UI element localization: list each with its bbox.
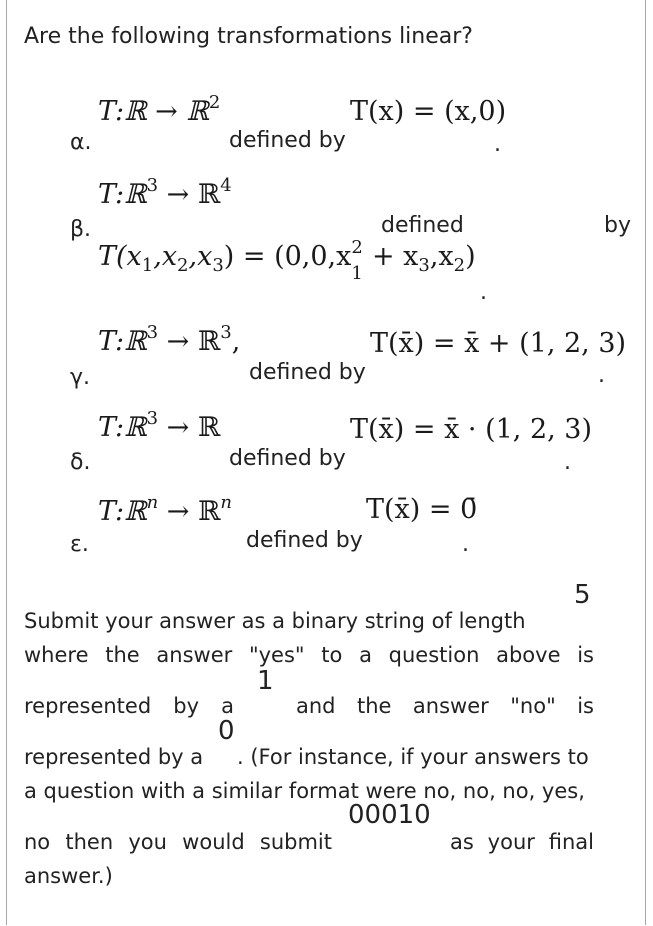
beta-rule-x2b: ,x	[429, 241, 454, 272]
gamma-rule: T(x̄) = x̄ + (1, 2, 3)	[370, 328, 627, 359]
delta-defined-by: defined by	[229, 446, 346, 471]
instruction-line-6a: no then you would submit	[24, 830, 332, 854]
instruction-line-3b: and the answer "no" is	[296, 694, 594, 718]
beta-rule-x2: ,x	[153, 241, 178, 272]
instruction-line-4a: represented by a	[24, 745, 204, 769]
beta-sub-3: 3	[212, 255, 224, 276]
beta-sup-square: 2	[351, 237, 363, 258]
alpha-map-exponent: 2	[208, 92, 221, 113]
alpha-defined-by: defined by	[229, 128, 346, 153]
beta-map-exp2: 4	[220, 175, 232, 196]
beta-sub-4: 3	[418, 255, 430, 276]
example-value: 00010	[348, 800, 431, 830]
delta-map-domain: T:ℝ	[98, 412, 147, 443]
beta-mapping	[98, 175, 232, 210]
yes-value: 1	[257, 666, 274, 696]
beta-period: .	[480, 280, 487, 305]
epsilon-map-arrow: → ℝ	[158, 496, 221, 527]
gamma-period: .	[598, 363, 605, 388]
epsilon-rule: T(x̄) = 0̄	[366, 494, 478, 525]
beta-rule-t: T(x	[98, 241, 142, 272]
epsilon-mapping	[98, 492, 232, 527]
delta-map-arrow: → ℝ	[158, 412, 221, 443]
instruction-line-5: a question with a similar format were no, no, no, yes,	[24, 779, 585, 803]
alpha-map-text: T:ℝ → ℝ	[98, 96, 209, 127]
beta-sub-2: 2	[177, 255, 189, 276]
beta-defined: defined	[381, 213, 464, 238]
instruction-line-2: where the answer "yes" to a question above is	[24, 643, 594, 667]
instruction-line-4b: . (For instance, if your answers to	[237, 745, 589, 769]
alpha-rule: T(x) = (x,0)	[350, 96, 507, 127]
length-value: 5	[574, 580, 591, 610]
alpha-period: .	[494, 132, 501, 157]
alpha-mapping	[98, 92, 220, 127]
gamma-map-exp1: 3	[146, 322, 159, 343]
epsilon-defined-by: defined by	[246, 528, 363, 553]
beta-map-exp1: 3	[146, 175, 159, 196]
gamma-comma: ,	[231, 326, 241, 357]
epsilon-period: .	[462, 532, 469, 557]
delta-map-exp1: 3	[146, 408, 159, 429]
beta-rule	[98, 237, 476, 284]
beta-rule-x3: ,x	[188, 241, 213, 272]
epsilon-map-domain: T:ℝ	[98, 496, 147, 527]
question-heading: Are the following transformations linear?	[24, 24, 473, 49]
beta-rule-image: ) = (0,0,x	[223, 241, 352, 272]
item-label-beta: β.	[70, 217, 92, 242]
beta-by: by	[604, 213, 631, 238]
item-label-gamma: γ.	[70, 365, 91, 390]
beta-rule-close: )	[465, 241, 476, 272]
gamma-mapping	[98, 322, 240, 357]
delta-rule: T(x̄) = x̄ · (1, 2, 3)	[350, 414, 592, 445]
beta-sub-1: 1	[141, 255, 154, 276]
beta-sub-5: 2	[453, 255, 466, 276]
instruction-line-7: answer.)	[24, 864, 113, 888]
instruction-line-1: Submit your answer as a binary string of length	[24, 609, 526, 633]
gamma-map-exp2: 3	[220, 322, 232, 343]
gamma-defined-by: defined by	[249, 360, 366, 385]
delta-mapping	[98, 408, 220, 443]
epsilon-map-exp1: n	[146, 492, 159, 513]
no-value: 0	[218, 716, 235, 746]
delta-period: .	[564, 450, 571, 475]
beta-rule-plus: + x	[363, 241, 419, 272]
epsilon-map-exp2: n	[220, 492, 233, 513]
gamma-map-domain: T:ℝ	[98, 326, 147, 357]
instruction-line-6b: as your final	[450, 830, 594, 854]
item-label-alpha: α.	[70, 130, 92, 155]
item-label-epsilon: ε.	[70, 532, 89, 557]
gamma-map-arrow: → ℝ	[158, 326, 221, 357]
item-label-delta: δ.	[70, 450, 91, 475]
beta-map-arrow: → ℝ	[158, 179, 221, 210]
instruction-line-3a: represented by a	[24, 694, 234, 718]
beta-sub-x1: 1	[351, 263, 363, 284]
beta-map-domain: T:ℝ	[98, 179, 147, 210]
